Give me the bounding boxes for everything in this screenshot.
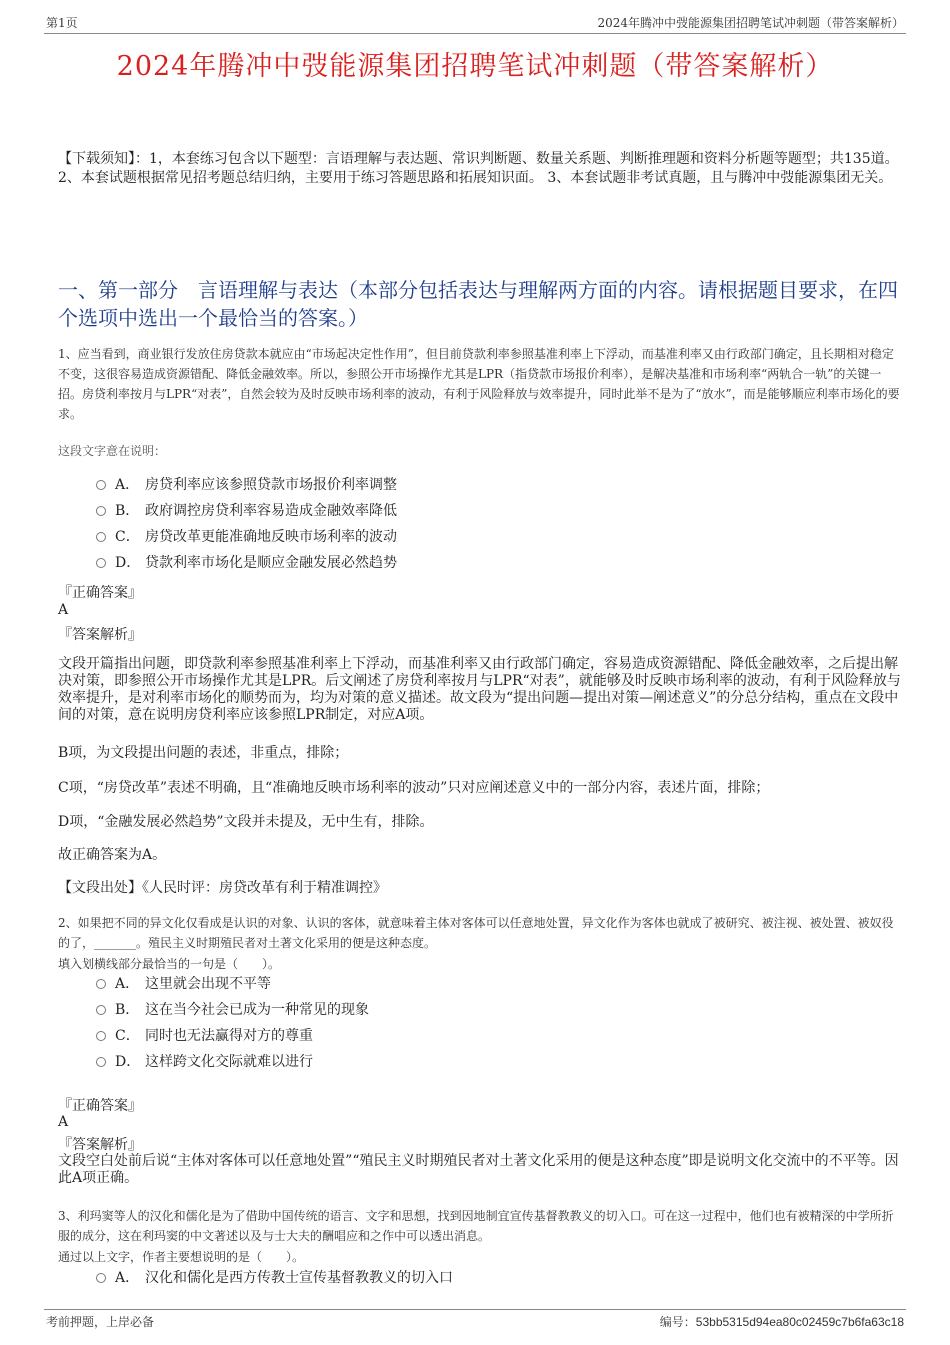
- q3-option-a[interactable]: A． 汉化和儒化是西方传教士宣传基督教教义的切入口: [96, 1267, 453, 1289]
- code-label: 编号：: [659, 1315, 696, 1329]
- q1-answer-label: 『正确答案』: [58, 585, 142, 601]
- q1-option-a[interactable]: A． 房贷利率应该参照贷款市场报价利率调整: [96, 474, 397, 496]
- q2-analysis-label: 『答案解析』: [58, 1137, 142, 1153]
- question-2-prompt: 填入划横线部分最恰当的一句是（ ）。: [58, 957, 281, 971]
- question-3-stem: 3、利玛窦等人的汉化和儒化是为了借助中国传统的语言、文字和思想，找到因地制宜宣传基督教教义的切入口。可在这一过程中，他们也有被精深的中学所折服的成分，这在利玛窦的中文著述以及与士大夫的酬唱应和之作中可以透出消息。: [58, 1209, 894, 1243]
- radio-icon[interactable]: [96, 1031, 106, 1041]
- question-1-stem: 1、应当看到，商业银行发放住房贷款本就应由“市场起决定性作用”，但目前贷款利率参照基准利率上下浮动，而基准利率又由行政部门确定，且长期相对稳定不变，这很容易造成资源错配、降低金融效率。所以，参照公开市场操作尤其是LPR（指贷款市场报价利率），是解决基准和市场利率“两轨合一轨”的关键一招。房贷利率按月与LPR“对表”，自然会较为及时反映市场利率的波动，有利于风险释放与效率提升，同时此举不是为了“放水”，而是能够顺应利率市场化的要求。: [58, 347, 900, 421]
- q2-option-c[interactable]: C． 同时也无法赢得对方的尊重: [96, 1025, 313, 1047]
- question-2-stem: 2、如果把不同的异文化仅看成是认识的对象、认识的客体，就意味着主体对客体可以任意地处置，异文化作为客体也就成了被研究、被注视、被处置、被奴役的了，_______。殖民主义时期殖民者对土著文化采用的便是这种态度。: [58, 916, 894, 950]
- q1-analysis-d: D项，“金融发展必然趋势”文段并未提及，无中生有，排除。: [58, 814, 434, 830]
- q2-option-b[interactable]: B． 这在当今社会已成为一种常见的现象: [96, 999, 369, 1021]
- radio-icon[interactable]: [96, 1005, 106, 1015]
- q2-option-d[interactable]: D． 这样跨文化交际就难以进行: [96, 1051, 313, 1073]
- radio-icon[interactable]: [96, 558, 106, 568]
- footer-slogan: 考前押题，上岸必备: [46, 1315, 155, 1329]
- footer-divider: [44, 1309, 906, 1310]
- question-1-prompt: 这段文字意在说明：: [58, 444, 167, 458]
- q2-analysis: 文段空白处前后说“主体对客体可以任意地处置”“殖民主义时期殖民者对土著文化采用的便是这种态度”即是说明文化交流中的不平等。因此A项正确。: [58, 1153, 899, 1186]
- q1-analysis-c: C项，“房贷改革”表述不明确，且“准确地反映市场利率的波动”只对应阐述意义中的一部分内容，表述片面，排除；: [58, 780, 770, 796]
- question-3-prompt: 通过以上文字，作者主要想说明的是（ ）。: [58, 1250, 305, 1264]
- header-divider: [44, 33, 906, 34]
- document-code: [660, 1313, 904, 1330]
- q1-option-b[interactable]: B． 政府调控房贷利率容易造成金融效率降低: [96, 500, 397, 522]
- page-number: 第1页: [46, 16, 78, 30]
- section-heading: 一、第一部分 言语理解与表达（本部分包括表达与理解两方面的内容。请根据题目要求，在四个选项中选出一个最恰当的答案。）: [58, 278, 898, 330]
- q2-answer-label: 『正确答案』: [58, 1098, 142, 1114]
- q1-analysis-b: B项，为文段提出问题的表述，非重点，排除；: [58, 745, 349, 761]
- code-value: 53bb5315d94ea80c02459c7b6fa63c18: [695, 1315, 904, 1329]
- radio-icon[interactable]: [96, 1057, 106, 1067]
- q1-conclusion: 故正确答案为A。: [58, 847, 167, 863]
- q1-source: 【文段出处】《人民时评：房贷改革有利于精准调控》: [58, 880, 387, 896]
- radio-icon[interactable]: [96, 979, 106, 989]
- radio-icon[interactable]: [96, 506, 106, 516]
- header-title: 2024年腾冲中弢能源集团招聘笔试冲刺题（带答案解析）: [597, 16, 904, 30]
- radio-icon[interactable]: [96, 480, 106, 490]
- radio-icon[interactable]: [96, 1273, 106, 1283]
- download-notice: 【下载须知】：1，本套练习包含以下题型：言语理解与表达题、常识判断题、数量关系题、判断推理题和资料分析题等题型；共135道。 2、本套试题根据常见招考题总结归纳，主要用于练习答题思路和拓展知识面。 3、本套试题非考试真题，且与腾冲中弢能源集团无关。: [58, 151, 899, 186]
- q1-analysis-label: 『答案解析』: [58, 627, 142, 643]
- q1-option-d[interactable]: D． 贷款利率市场化是顺应金融发展必然趋势: [96, 552, 397, 574]
- radio-icon[interactable]: [96, 532, 106, 542]
- q1-analysis-main: 文段开篇指出问题，即贷款利率参照基准利率上下浮动，而基准利率又由行政部门确定，容易造成资源错配、降低金融效率，之后提出解决对策，即参照公开市场操作尤其是LPR。后文阐述了房贷利率按月与LPR“对表”，就能够及时反映市场利率的波动，有利于风险释放与效率提升，是对利率市场化的顺势而为，均为对策的意义描述。故文段为“提出问题—提出对策—阐述意义”的分总分结构，重点在文段中间的对策，意在说明房贷利率应该参照LPR制定，对应A项。: [58, 656, 901, 723]
- q2-option-a[interactable]: A． 这里就会出现不平等: [96, 973, 271, 995]
- q1-answer: A: [58, 602, 69, 618]
- q2-answer: A: [58, 1114, 69, 1130]
- document-title: 2024年腾冲中弢能源集团招聘笔试冲刺题（带答案解析）: [116, 51, 834, 82]
- q1-option-c[interactable]: C． 房贷改革更能准确地反映市场利率的波动: [96, 526, 397, 548]
